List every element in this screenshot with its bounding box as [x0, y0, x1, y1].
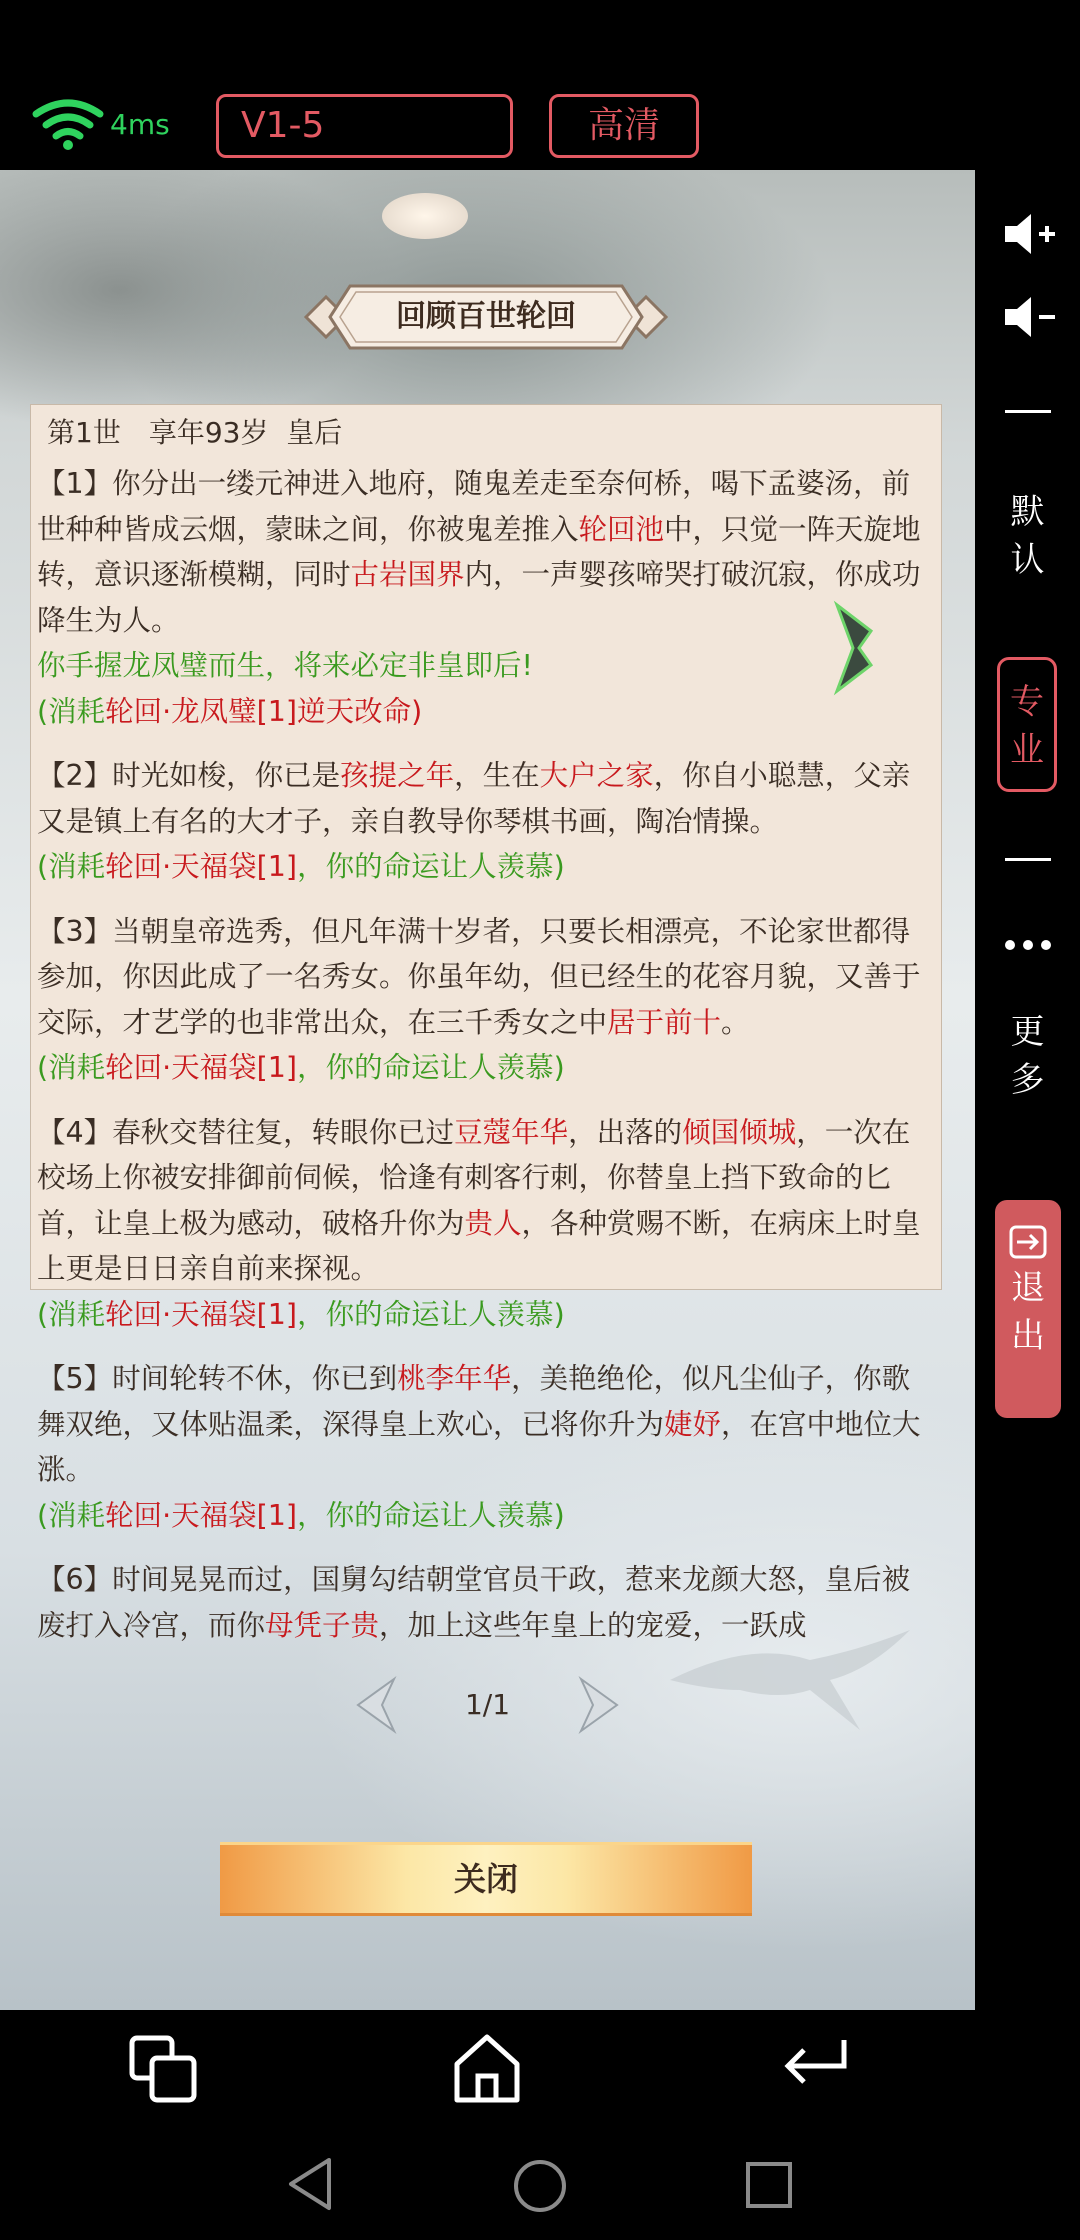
entry-text-segment: ，你的命运让人羡慕)	[297, 850, 565, 883]
exit-button[interactable]	[995, 1200, 1061, 1418]
entry-text-segment: 轮回·天福袋[1]	[105, 850, 298, 883]
page-indicator: 1/1	[464, 1688, 511, 1721]
professional-button[interactable]	[997, 657, 1057, 792]
dialog-title: 回顾百世轮回	[396, 299, 576, 334]
entry-text-segment: 【4】春秋交替往复，转眼你已过	[37, 1115, 455, 1149]
entry-text-segment: (消耗	[37, 694, 106, 728]
entry-text-segment: (消耗	[37, 1297, 106, 1331]
entry-paragraph	[37, 753, 937, 844]
life-header: 第1世 享年93岁 皇后	[47, 416, 343, 449]
exit-char-1: 退	[1011, 1268, 1045, 1308]
entry-text-segment: 轮回池	[578, 512, 665, 546]
entry-text-segment: 内，一声婴孩啼哭打破沉寂，你成功降生为人。	[37, 558, 921, 637]
entry-text-segment: 中，只觉一阵天旋地转，意识逐渐模糊，同时	[37, 512, 921, 591]
entry-text-segment: 贵人	[464, 1206, 522, 1240]
entry-text-segment: 【2】时光如梭，你已是	[37, 759, 341, 792]
entry-text-segment: ，美艳绝伦，似凡尘仙子，你歌舞双绝，又体贴温柔，深得皇上欢心，已将你升为	[37, 1362, 911, 1441]
logout-icon	[1008, 1224, 1048, 1260]
entry-text-segment: (消耗	[37, 1051, 106, 1084]
right-control-panel	[975, 170, 1080, 2010]
line-select-button[interactable]: V1-5	[216, 94, 513, 158]
entry-paragraph	[37, 1045, 937, 1091]
entry-paragraph	[37, 1493, 937, 1539]
entry-text-segment: 豆蔻年华	[454, 1115, 569, 1149]
exit-char-2: 出	[1011, 1316, 1045, 1356]
navigation-bar	[0, 2010, 1080, 2240]
square-recent-icon[interactable]	[744, 2160, 794, 2210]
entry-text-segment: 轮回·天福袋[1]	[105, 1297, 298, 1331]
scroll-indicator-icon	[831, 601, 877, 695]
entry-text-segment: 母凭子贵	[265, 1608, 380, 1642]
entry-text-segment: ，一次在校场上你被安排御前伺候，恰逢有刺客行刺，你替皇上挡下致命的匕首，让皇上极为感动，破格升你为	[37, 1115, 911, 1240]
entry-text-segment: ，你的命运让人羡慕)	[297, 1297, 565, 1331]
pro-char-1: 专	[1010, 682, 1044, 722]
history-entry	[37, 1356, 937, 1538]
entry-text-segment: 倾国倾城	[682, 1115, 797, 1149]
close-button[interactable]: 关闭	[220, 1842, 752, 1916]
entry-text-segment: (消耗	[37, 850, 106, 883]
entry-text-segment: ，加上这些年皇上的宠爱，一跃成	[379, 1608, 807, 1642]
home-icon[interactable]	[452, 2032, 522, 2104]
more-button[interactable]	[975, 1008, 1080, 1104]
status-toolbar	[0, 0, 1080, 170]
divider	[1005, 858, 1051, 861]
entry-text-segment: 【3】当朝皇帝选秀，但凡年满十岁者，只要长相漂亮，不论家世都得参加，你因此成了一名秀女。你虽年幼，但已经生的花容月貌，又善于交际，才艺学的也非常出众，在三千秀女之中	[37, 914, 921, 1039]
entry-text-segment: 居于前十	[607, 1005, 722, 1039]
more-char-2: 多	[1010, 1060, 1045, 1100]
crane-decoration	[660, 1620, 920, 1760]
default-char-1: 默	[1010, 492, 1045, 532]
entry-text-segment: ，你的命运让人羡慕)	[297, 1051, 565, 1084]
entry-paragraph	[37, 909, 937, 1046]
entry-paragraph	[37, 1356, 937, 1493]
entry-paragraph	[37, 1110, 937, 1292]
entries-list	[37, 461, 937, 1667]
history-entry	[37, 753, 937, 890]
entry-text-segment: 逆天改命)	[297, 694, 423, 728]
chevron-right-icon[interactable]	[575, 1675, 625, 1735]
entry-text-segment: ，生在	[454, 759, 540, 792]
entry-text-segment: 孩提之年	[340, 759, 455, 792]
history-scroll-panel[interactable]	[30, 404, 942, 1642]
entry-text-segment: 大户之家	[539, 759, 654, 792]
entry-text-segment: 【6】时间晃晃而过，国舅勾结朝堂官员干政，惹来龙颜大怒，皇后被废打入冷宫，而你	[37, 1563, 911, 1642]
divider	[1005, 410, 1051, 413]
entry-text-segment: 。	[721, 1005, 750, 1039]
entry-paragraph	[37, 844, 937, 890]
entry-text-segment: ，在宫中地位大涨。	[37, 1407, 921, 1486]
entry-text-segment: 【5】时间轮转不休，你已到	[37, 1362, 398, 1395]
more-char-1: 更	[1010, 1012, 1045, 1052]
entry-text-segment: ，你自小聪慧，父亲又是镇上有名的大才子，亲自教导你琴棋书画，陶冶情操。	[37, 759, 911, 838]
volume-up-icon[interactable]	[1001, 210, 1057, 258]
entry-paragraph	[37, 461, 937, 643]
more-dots-icon[interactable]	[1005, 940, 1051, 952]
entry-text-segment: 轮回·天福袋[1]	[105, 1051, 298, 1084]
wifi-icon	[32, 98, 104, 150]
entry-fate-text: 你手握龙凤璧而生，将来必定非皇即后!	[37, 649, 533, 682]
history-entry	[37, 909, 937, 1091]
default-button[interactable]	[975, 488, 1080, 584]
copy-icon[interactable]	[128, 2034, 198, 2104]
entry-text-segment: 轮回·龙凤璧[1]	[105, 694, 298, 728]
history-entry	[37, 461, 937, 734]
entry-text-segment: ，你的命运让人羡慕)	[297, 1498, 565, 1532]
entry-text-segment: 桃李年华	[397, 1362, 512, 1395]
entry-text-segment: ，各种赏赐不断，在病床上时皇上更是日日亲自前来探视。	[37, 1206, 921, 1285]
entry-paragraph	[37, 1292, 937, 1338]
moon-decoration	[382, 193, 468, 239]
pro-char-2: 业	[1010, 730, 1044, 770]
chevron-left-icon[interactable]	[350, 1675, 400, 1735]
circle-home-icon[interactable]	[512, 2158, 568, 2214]
entry-paragraph	[37, 689, 937, 735]
game-view	[0, 170, 975, 2010]
entry-text-segment: (消耗	[37, 1498, 106, 1532]
entry-text-segment: 【1】你分出一缕元神进入地府，随鬼差走至奈何桥，喝下孟婆汤，前世种种皆成云烟，蒙昧之间，你被鬼差推入	[37, 467, 911, 546]
ping-label: 4ms	[110, 108, 170, 141]
triangle-back-icon[interactable]	[285, 2156, 335, 2212]
default-char-2: 认	[1010, 540, 1045, 580]
return-arrow-icon[interactable]	[780, 2036, 850, 2096]
entry-text-segment: 婕妤	[664, 1407, 722, 1441]
quality-button[interactable]: 高清	[549, 94, 699, 158]
entry-text-segment: 古岩国界	[350, 558, 465, 591]
entry-text-segment: 轮回·天福袋[1]	[105, 1498, 298, 1532]
entry-text-segment: ，出落的	[568, 1115, 683, 1149]
volume-down-icon[interactable]	[1001, 293, 1057, 341]
history-entry	[37, 1110, 937, 1338]
